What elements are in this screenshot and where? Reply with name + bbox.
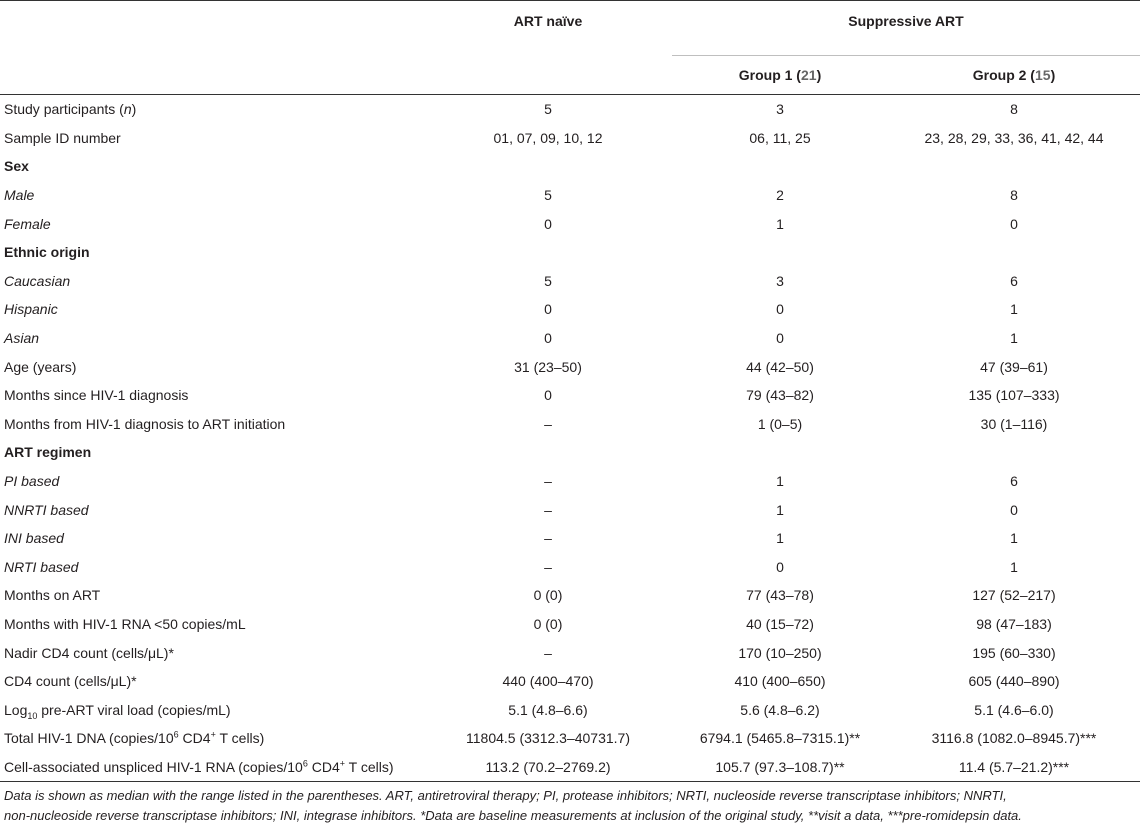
cell: – <box>544 530 552 547</box>
cell: 5.1 (4.6–6.0) <box>974 701 1054 718</box>
table-row <box>0 467 1140 496</box>
cell: 5 <box>544 101 552 118</box>
cell: 0 <box>544 301 552 318</box>
cell: 127 (52–217) <box>972 587 1056 604</box>
cell: 605 (440–890) <box>968 673 1060 690</box>
cell: 0 <box>544 330 552 347</box>
cell: 31 (23–50) <box>514 358 582 375</box>
cell: 1 (0–5) <box>757 415 803 432</box>
table-row <box>0 181 1140 210</box>
cell: 6 <box>1010 473 1018 490</box>
row-label: Log$_{10}$ pre-ART viral load (copies/mL) <box>4 701 231 721</box>
cell: 0 <box>776 330 784 347</box>
table-row <box>0 295 1140 324</box>
row-label: Asian <box>4 330 40 347</box>
row-label: Months from HIV-1 diagnosis to ART initiation <box>4 415 286 432</box>
cell: 23, 28, 29, 33, 36, 41, 42, 44 <box>924 129 1104 146</box>
cell: 6794.1 (5465.8–7315.1)** <box>699 730 861 747</box>
cell: – <box>544 558 552 575</box>
header-row-1 <box>0 1 1140 56</box>
row-label: CD4 count (cells/μL)* <box>4 673 137 690</box>
section-label: Ethnic origin <box>4 244 90 261</box>
cell: 5 <box>544 187 552 204</box>
row-label: INI based <box>4 530 64 547</box>
header-blank-2 <box>0 56 424 95</box>
cell: – <box>544 644 552 661</box>
cell: 113.2 (70.2–2769.2) <box>424 753 672 782</box>
table-footnote <box>4 786 1140 826</box>
table-row <box>0 495 1140 524</box>
table-row <box>0 524 1140 553</box>
row-label: Months with HIV-1 RNA <50 copies/mL <box>4 615 246 632</box>
row-label: NNRTI based <box>4 501 89 518</box>
section-label: ART regimen <box>4 444 92 461</box>
cell: 30 (1–116) <box>980 415 1048 432</box>
row-label: Female <box>4 215 51 232</box>
table-row <box>0 695 1140 724</box>
cell: 410 (400–650) <box>734 673 826 690</box>
header-art-naive: ART naïve <box>424 1 672 56</box>
cell: 1 <box>1010 530 1018 547</box>
cell: 77 (43–78) <box>746 587 814 604</box>
cell: – <box>544 473 552 490</box>
table-row <box>0 638 1140 667</box>
cell: 3 <box>776 272 784 289</box>
cell: 06, 11, 25 <box>749 129 811 146</box>
header-row-2 <box>0 56 1140 95</box>
section-row <box>0 238 1140 267</box>
row-label: Cell-associated unspliced HIV-1 RNA ($copies/10^6$ CD4+ T cells) <box>0 753 424 782</box>
cell: 2 <box>776 187 784 204</box>
cell: 170 (10–250) <box>738 644 822 661</box>
section-row <box>0 152 1140 181</box>
cell: 8 <box>1010 101 1018 118</box>
table-row <box>0 667 1140 696</box>
cell: 5.6 (4.8–6.2) <box>740 701 820 718</box>
footnote-line-1: Data is shown as median with the range listed in the parentheses. ART, antiretroviral therapy; PI, protease inhibitors; NRTI, nucleoside reverse transcriptase inhibitors; NNRTI, <box>4 788 1007 803</box>
cell: 1 <box>776 215 784 232</box>
cell: 0 <box>544 387 552 404</box>
row-label: Hispanic <box>4 301 58 318</box>
row-label: Male <box>4 187 35 204</box>
cell: 1 <box>1010 301 1018 318</box>
section-row <box>0 438 1140 467</box>
cell: 98 (47–183) <box>976 615 1052 632</box>
table-row <box>0 724 1140 753</box>
cell: 79 (43–82) <box>746 387 814 404</box>
header-group-1: Group 1 (21) <box>672 56 888 95</box>
cell: – <box>544 415 552 432</box>
cell: 1 <box>776 530 784 547</box>
cell: 1 <box>776 473 784 490</box>
table-row <box>0 352 1140 381</box>
row-label: NRTI based <box>4 558 79 575</box>
table-row <box>0 410 1140 439</box>
table-row <box>0 124 1140 153</box>
cell: 0 (0) <box>533 615 563 632</box>
cell: 5.1 (4.8–6.6) <box>508 701 588 718</box>
group1-reference: 21 <box>800 67 817 83</box>
cell: – <box>544 501 552 518</box>
cell: 11804.5 (3312.3–40731.7) <box>466 730 630 747</box>
row-label: Sample ID number <box>4 129 121 146</box>
row-label: Caucasian <box>4 272 71 289</box>
cell: 0 <box>1010 215 1018 232</box>
row-label: Age (years) <box>4 358 77 375</box>
cell: 135 (107–333) <box>968 387 1060 404</box>
table-row <box>0 753 1140 782</box>
cell: 1 <box>1010 558 1018 575</box>
table-row <box>0 553 1140 582</box>
cell: 195 (60–330) <box>972 644 1056 661</box>
cell: 3 <box>776 101 784 118</box>
table-row <box>0 324 1140 353</box>
row-label: Nadir CD4 count (cells/μL)* <box>4 644 174 661</box>
cell: 3116.8 (1082.0–8945.7)*** <box>931 730 1097 747</box>
header-blank-3 <box>424 56 672 95</box>
cell: 11.4 (5.7–21.2)*** <box>888 753 1140 782</box>
cell: 5 <box>544 272 552 289</box>
cell: 44 (42–50) <box>746 358 814 375</box>
table-row <box>0 581 1140 610</box>
cell: 6 <box>1010 272 1018 289</box>
cell: 105.7 (97.3–108.7)** <box>672 753 888 782</box>
cell: 440 (400–470) <box>502 673 594 690</box>
cell: 8 <box>1010 187 1018 204</box>
header-blank <box>0 1 424 56</box>
table-row <box>0 381 1140 410</box>
cell: 1 <box>776 501 784 518</box>
table-row <box>0 209 1140 238</box>
row-label: Months since HIV-1 diagnosis <box>4 387 189 404</box>
table-row <box>0 610 1140 639</box>
cell: 47 (39–61) <box>980 358 1048 375</box>
cell: 0 <box>776 301 784 318</box>
cell: 0 <box>1010 501 1018 518</box>
cell: 0 <box>544 215 552 232</box>
cell: 1 <box>1010 330 1018 347</box>
footnote-line-2: non-nucleoside reverse transcriptase inhibitors; INI, integrase inhibitors. *Data are baseline measurements at inclusion of the original study, **visit a data, ***pre-romidepsin data. <box>4 808 1022 823</box>
group2-reference: 15 <box>1034 67 1051 83</box>
table-row <box>0 267 1140 296</box>
section-label: Sex <box>4 158 29 175</box>
row-label: Total HIV-1 DNA ($copies/10^6$ CD4+ T cells) <box>4 729 265 747</box>
header-group-2: Group 2 (15) <box>888 56 1140 95</box>
cell: 0 <box>776 558 784 575</box>
row-label: Study participants (n) <box>4 101 137 118</box>
row-label: PI based <box>4 473 60 490</box>
cell: 40 (15–72) <box>746 615 814 632</box>
table-row <box>0 95 1140 124</box>
header-suppressive-art: Suppressive ART <box>672 1 1140 56</box>
cell: 01, 07, 09, 10, 12 <box>493 129 603 146</box>
row-label: Months on ART <box>4 587 101 604</box>
cell: 0 (0) <box>533 587 563 604</box>
